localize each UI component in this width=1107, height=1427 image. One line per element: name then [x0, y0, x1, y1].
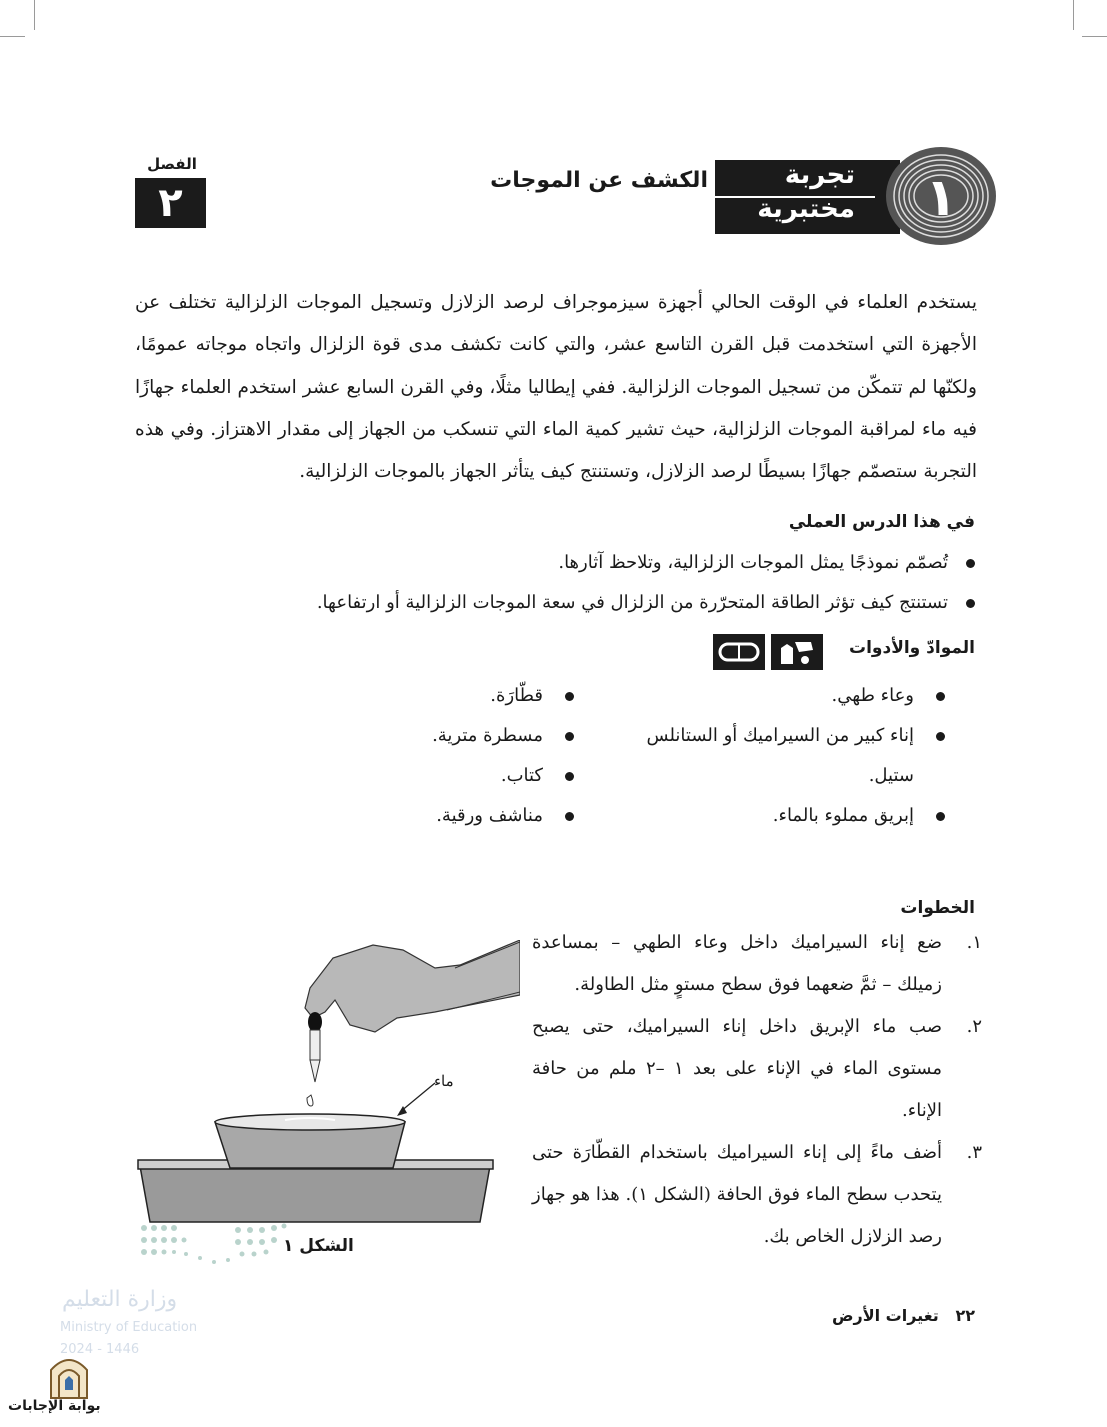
lab-banner [715, 160, 900, 234]
lab-word-1: تجربة [784, 160, 855, 190]
steps-heading: الخطوات [900, 898, 975, 918]
chapter-label: الفصل [147, 155, 197, 173]
material-item: وعاء طهي. [615, 676, 945, 716]
bullet-icon [565, 772, 574, 781]
material-item: قطّارَة. [374, 676, 574, 716]
hand-safety-icon [771, 634, 823, 670]
bullet-icon [966, 599, 975, 608]
lab-badge-number: ١ [925, 168, 957, 228]
step-item: ٣. أضف ماءً إلى إناء السيراميك باستخدام القطّارَة حتى يتحدب سطح الماء فوق الحافة (الشكل ١). هذا هو جهاز رصد الزلازل الخاص بك. [532, 1142, 982, 1247]
crop-mark [0, 36, 25, 37]
chapter-number: ٢ [135, 178, 206, 228]
bullet-icon [966, 559, 975, 568]
goggles-safety-icon [713, 634, 765, 670]
site-name: بوابة الإجابات [8, 1398, 101, 1414]
step-item: ٢. صب ماء الإبريق داخل إناء السيراميك، حتى يصبح مستوى الماء في الإناء على بعد ١ –٢ ملم من حافة الإناء. [532, 1016, 982, 1121]
crop-mark [1073, 0, 1074, 30]
site-logo-icon [47, 1350, 91, 1400]
crop-mark [34, 0, 35, 30]
bullet-icon [565, 692, 574, 701]
material-item: إبريق مملوء بالماء. [615, 796, 945, 836]
material-item: إناء كبير من السيراميك أو الستانلس ستيل. [615, 716, 945, 796]
bullet-icon [565, 812, 574, 821]
lab-word-2: مختبرية [757, 194, 855, 224]
ministry-watermark-en: Ministry of Education [60, 1320, 198, 1335]
dropper-bowl-illustration [135, 940, 520, 1230]
material-item: مسطرة مترية. [374, 716, 574, 756]
bullet-icon [936, 692, 945, 701]
step-item: ١. ضع إناء السيراميك داخل وعاء الطهي – بمساعدة زميلك – ثمَّ ضعهما فوق سطح مستوٍ مثل الطاولة. [532, 932, 982, 995]
objective-item: تُصمّم نموذجًا يمثل الموجات الزلزالية، وتلاحظ آثارها. [558, 552, 975, 573]
crop-mark [1082, 36, 1107, 37]
unit-title: تغيرات الأرض [831, 1306, 939, 1325]
page-footer [780, 1306, 975, 1325]
objective-item: تستنتج كيف تؤثر الطاقة المتحرّرة من الزلزال في سعة الموجات الزلزالية أو ارتفاعها. [317, 592, 975, 613]
water-label: ماء [434, 1072, 454, 1090]
materials-heading: الموادّ والأدوات [849, 638, 975, 658]
bullet-icon [565, 732, 574, 741]
ministry-dots-logo [138, 1220, 288, 1272]
materials-right-list [615, 676, 945, 836]
figure-label: الشكل ١ [283, 1236, 354, 1256]
material-item: كتاب. [374, 756, 574, 796]
material-item: مناشف ورقية. [374, 796, 574, 836]
lab-title: الكشف عن الموجات [490, 168, 708, 193]
objectives-heading: في هذا الدرس العملي [788, 512, 975, 532]
page-number: ٢٢ [955, 1306, 975, 1325]
intro-paragraph: يستخدم العلماء في الوقت الحالي أجهزة سيزموجراف لرصد الزلازل وتسجيل الموجات الزلزالية تختلف عن الأجهزة التي استخدمت قبل القرن التاسع عشر، والتي كانت تكشف مدى قوة الزلزال واتجاه موجاته عمومًا، ولكنّها لم تتمكّن من تسجيل الموجات الزلزالية. ففي إيطاليا مثلًا، وفي القرن السابع عشر استخدم العلماء جهازًا فيه ماء لمراقبة الموجات الزلزالية، حيث تشير كمية الماء التي تنسكب من الجهاز إلى مقدار الاهتزاز. وفي هذه التجربة ستصمّم جهازًا بسيطًا لرصد الزلازل، وتستنتج كيف يتأثر الجهاز بالموجات الزلزالية. [135, 292, 978, 483]
materials-left-list [374, 676, 574, 836]
ministry-watermark-ar: وزارة التعليم [62, 1287, 178, 1312]
lab-badge-icon [884, 145, 998, 247]
bullet-icon [936, 812, 945, 821]
ministry-watermark-year: 2024 - 1446 [60, 1342, 140, 1357]
bullet-icon [936, 732, 945, 741]
